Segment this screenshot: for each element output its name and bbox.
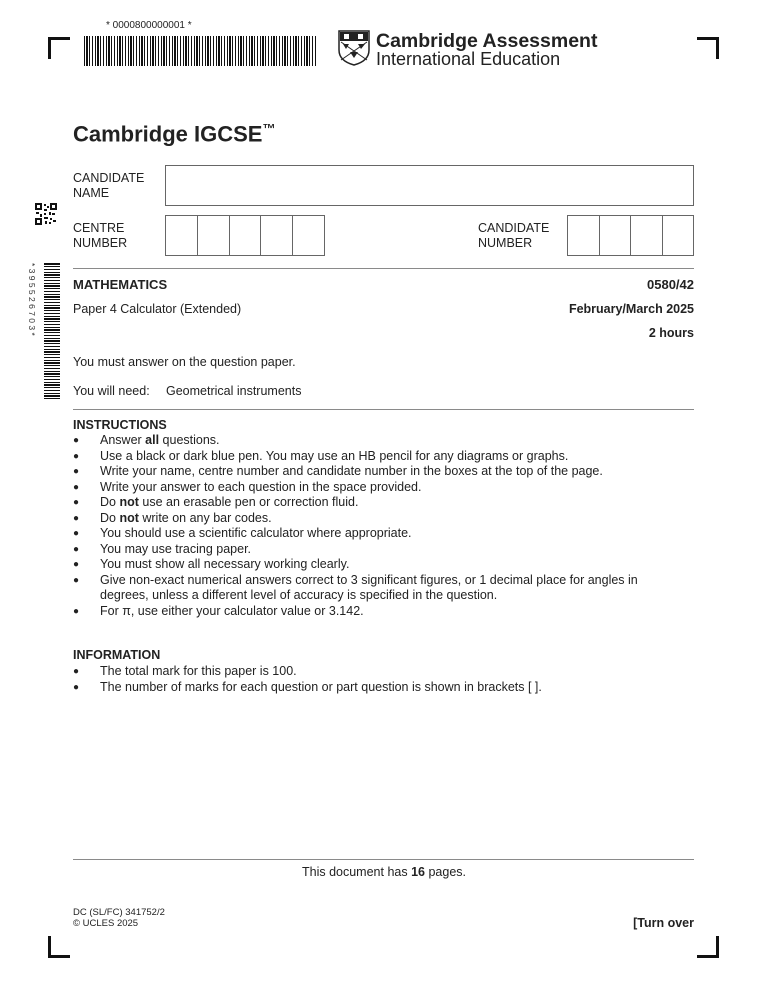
paper-code: 0580/42	[647, 277, 694, 292]
candidate-digit-1[interactable]	[568, 216, 599, 255]
instruction-item: ● Do not use an erasable pen or correction fluid.	[72, 495, 672, 511]
information-heading: INFORMATION	[73, 648, 161, 662]
centre-digit-3[interactable]	[229, 216, 261, 255]
candidate-number-label-2: NUMBER	[478, 236, 533, 250]
page-count-note	[0, 865, 768, 879]
candidate-name-label-1: CANDIDATE	[73, 171, 145, 185]
centre-digit-4[interactable]	[260, 216, 292, 255]
logo-line-2: International Education	[376, 49, 561, 69]
top-barcode	[84, 36, 316, 66]
copyright: © UCLES 2025	[73, 918, 139, 929]
answer-on-note: You must answer on the question paper.	[73, 355, 296, 369]
candidate-number-label-1: CANDIDATE	[478, 221, 550, 235]
logo-line-1: Cambridge Assessment	[376, 30, 598, 52]
instructions-list	[72, 433, 672, 619]
title-text: Cambridge IGCSE	[73, 121, 263, 147]
instruction-item: ● Do not write on any bar codes.	[72, 511, 672, 527]
page-count-suffix: pages.	[424, 865, 466, 879]
instruction-item: ● Answer all questions.	[72, 433, 672, 449]
instruction-item: ● Write your name, centre number and candidate number in the boxes at the top of the page.	[72, 464, 672, 480]
side-barcode	[44, 263, 60, 399]
page-count-prefix: This document has	[301, 865, 412, 879]
information-item: ● The number of marks for each question or part question is shown in brackets [ ].	[72, 680, 692, 696]
centre-number-label	[73, 221, 127, 251]
instruction-item: ● Use a black or dark blue pen. You may use an HB pencil for any diagrams or graphs.	[72, 449, 672, 465]
subject: MATHEMATICS	[73, 277, 168, 292]
divider-middle	[73, 409, 694, 410]
document-ref: DC (SL/FC) 341752/2	[73, 907, 165, 918]
corner-mark-bl-v	[48, 936, 51, 958]
candidate-digit-2[interactable]	[599, 216, 631, 255]
side-code: * 3 9 5 5 2 6 7 0 3 *	[27, 263, 37, 336]
qr-code	[35, 203, 57, 225]
centre-number-label-2: NUMBER	[73, 236, 128, 250]
centre-digit-2[interactable]	[197, 216, 229, 255]
centre-number-input[interactable]	[165, 215, 325, 256]
information-list	[72, 664, 692, 695]
cambridge-shield-icon	[338, 30, 370, 66]
candidate-number-input[interactable]	[567, 215, 694, 256]
information-item: ● The total mark for this paper is 100.	[72, 664, 692, 680]
need-value: Geometrical instruments	[166, 384, 302, 398]
divider-top	[73, 268, 694, 269]
instructions-heading: INSTRUCTIONS	[73, 418, 167, 432]
candidate-name-label	[73, 171, 144, 201]
candidate-digit-3[interactable]	[630, 216, 662, 255]
instruction-item: ● Write your answer to each question in the space provided.	[72, 480, 672, 496]
instruction-item: ● You may use tracing paper.	[72, 542, 672, 558]
paper-name: Paper 4 Calculator (Extended)	[73, 302, 242, 316]
corner-mark-tl	[48, 37, 70, 40]
instruction-item: ● You must show all necessary working clearly.	[72, 557, 672, 573]
centre-digit-1[interactable]	[166, 216, 197, 255]
instruction-item: ● For π, use either your calculator value or 3.142.	[72, 604, 672, 620]
candidate-name-label-2: NAME	[73, 186, 110, 200]
candidate-digit-4[interactable]	[662, 216, 694, 255]
instruction-item: ● You should use a scientific calculator where appropriate.	[72, 526, 672, 542]
duration: 2 hours	[648, 326, 694, 340]
corner-mark-tr-v	[716, 37, 719, 59]
page-title	[73, 121, 275, 147]
corner-mark-bl	[48, 955, 70, 958]
centre-digit-5[interactable]	[292, 216, 324, 255]
candidate-name-input[interactable]	[165, 165, 694, 206]
instruction-item: ● Give non-exact numerical answers correct to 3 significant figures, or 1 decimal place for angles in degrees, unless a different level of accuracy is specified in the question.	[72, 573, 672, 604]
trademark: ™	[262, 121, 276, 136]
need-label: You will need:	[73, 384, 150, 398]
page-count: 16	[411, 865, 425, 879]
centre-number-label-1: CENTRE	[73, 221, 125, 235]
candidate-number-label	[478, 221, 549, 251]
divider-bottom	[73, 859, 694, 860]
corner-mark-br-v	[716, 936, 719, 958]
corner-mark-tl-v	[48, 37, 51, 59]
session: February/March 2025	[568, 302, 694, 316]
barcode-text: * 0000800000001 *	[106, 20, 192, 31]
turn-over: [Turn over	[633, 916, 694, 930]
